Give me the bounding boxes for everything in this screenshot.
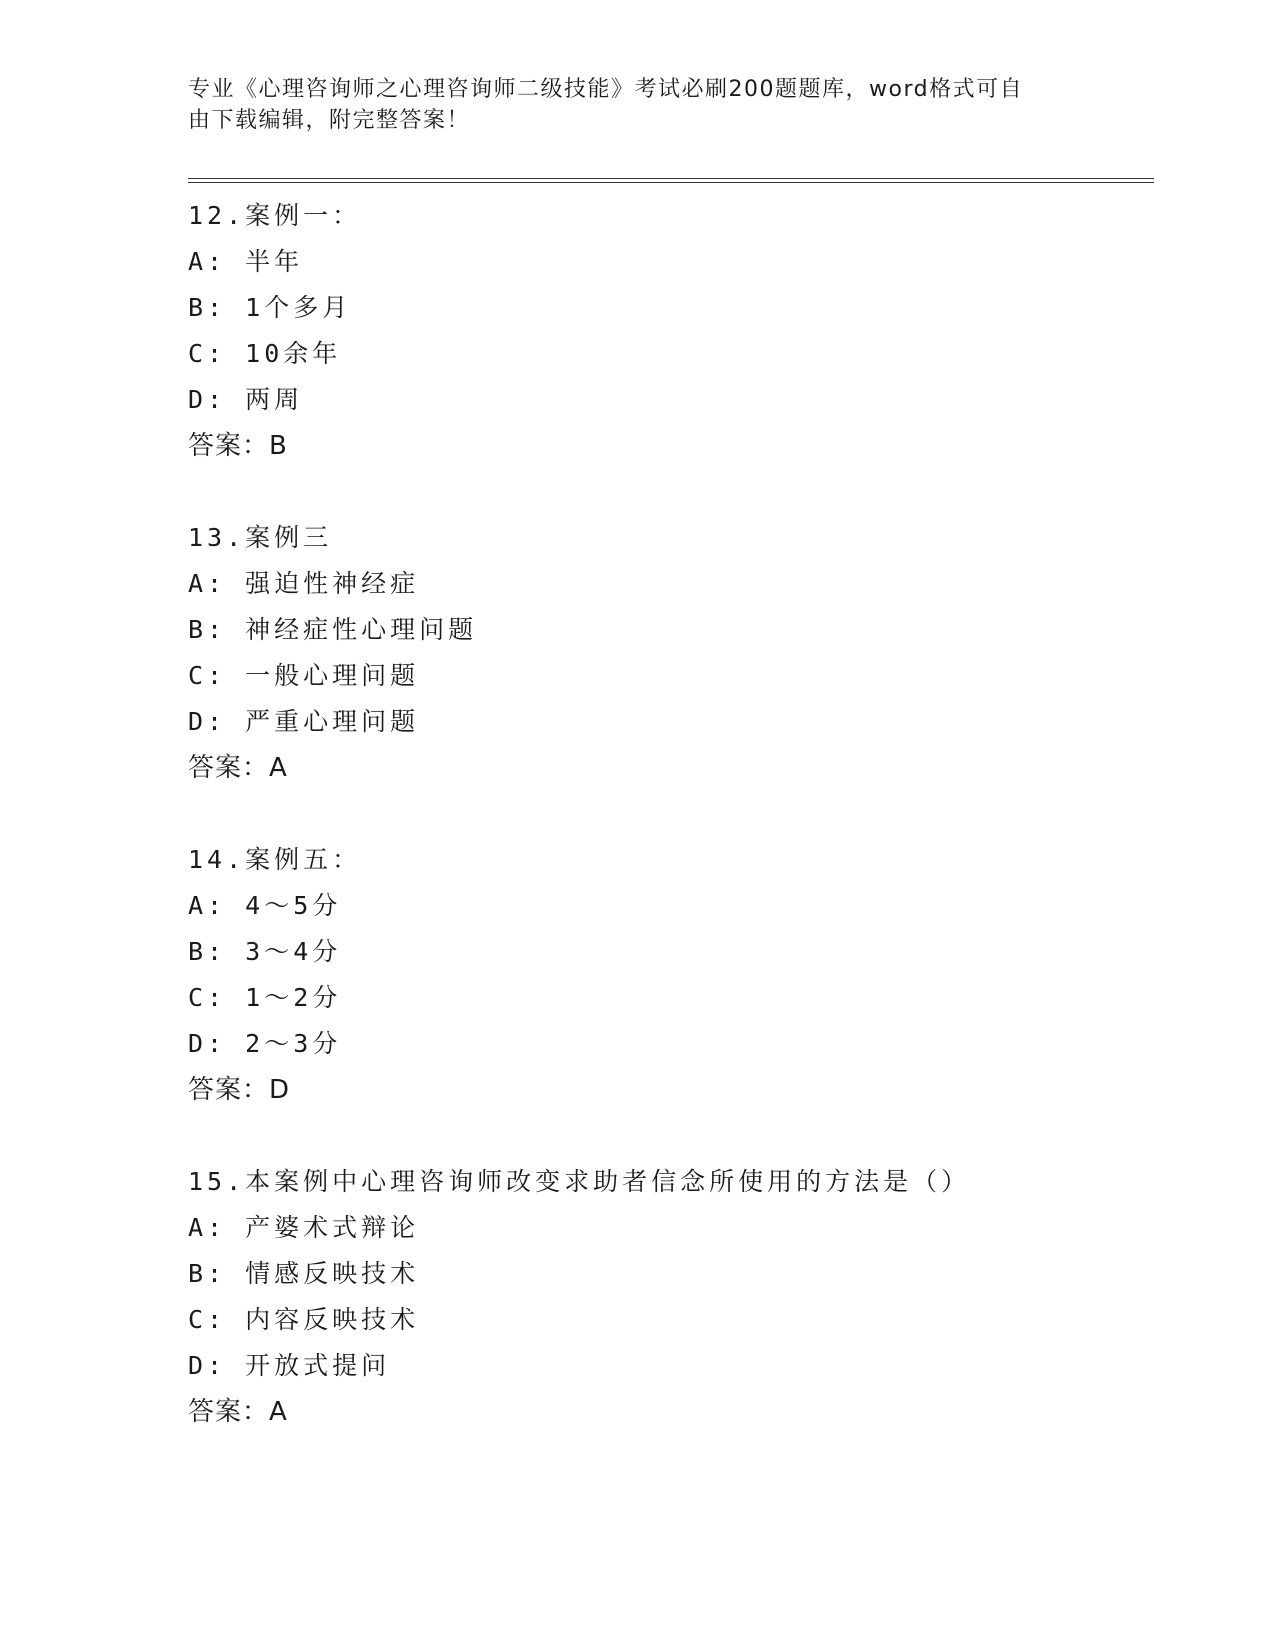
answer-line: 答案：A — [188, 1397, 288, 1427]
question-title: 12.案例一： — [188, 201, 362, 230]
option-d: D: 开放式提问 — [188, 1351, 391, 1380]
answer-line: 答案：B — [188, 431, 288, 461]
answer-line: 答案：A — [188, 753, 288, 783]
question-14 — [188, 837, 1148, 1113]
header-line-2: 由下载编辑，附完整答案！ — [188, 108, 471, 133]
option-a: A: 产婆术式辩论 — [188, 1213, 420, 1242]
option-b: B: 3～4分 — [188, 937, 342, 966]
header-divider — [188, 178, 1154, 183]
option-d: D: 严重心理问题 — [188, 707, 420, 736]
option-a: A: 半年 — [188, 247, 304, 276]
question-13 — [188, 515, 1148, 791]
question-list — [188, 193, 1148, 1481]
question-title: 14.案例五： — [188, 845, 362, 874]
option-c: C: 内容反映技术 — [188, 1305, 420, 1334]
question-15 — [188, 1159, 1148, 1435]
answer-line: 答案：D — [188, 1075, 291, 1105]
option-c: C: 10余年 — [188, 339, 342, 368]
option-c: C: 一般心理问题 — [188, 661, 420, 690]
option-b: B: 1个多月 — [188, 293, 352, 322]
option-b: B: 神经症性心理问题 — [188, 615, 478, 644]
question-12 — [188, 193, 1148, 469]
question-title: 13.案例三 — [188, 523, 333, 552]
option-d: D: 两周 — [188, 385, 304, 414]
option-b: B: 情感反映技术 — [188, 1259, 420, 1288]
option-a: A: 强迫性神经症 — [188, 569, 420, 598]
question-title: 15.本案例中心理咨询师改变求助者信念所使用的方法是（） — [188, 1167, 971, 1196]
option-a: A: 4～5分 — [188, 891, 342, 920]
document-header — [188, 74, 1088, 136]
option-c: C: 1～2分 — [188, 983, 342, 1012]
option-d: D: 2～3分 — [188, 1029, 342, 1058]
header-line-1: 专业《心理咨询师之心理咨询师二级技能》考试必刷200题题库，word格式可自 — [188, 77, 1024, 102]
